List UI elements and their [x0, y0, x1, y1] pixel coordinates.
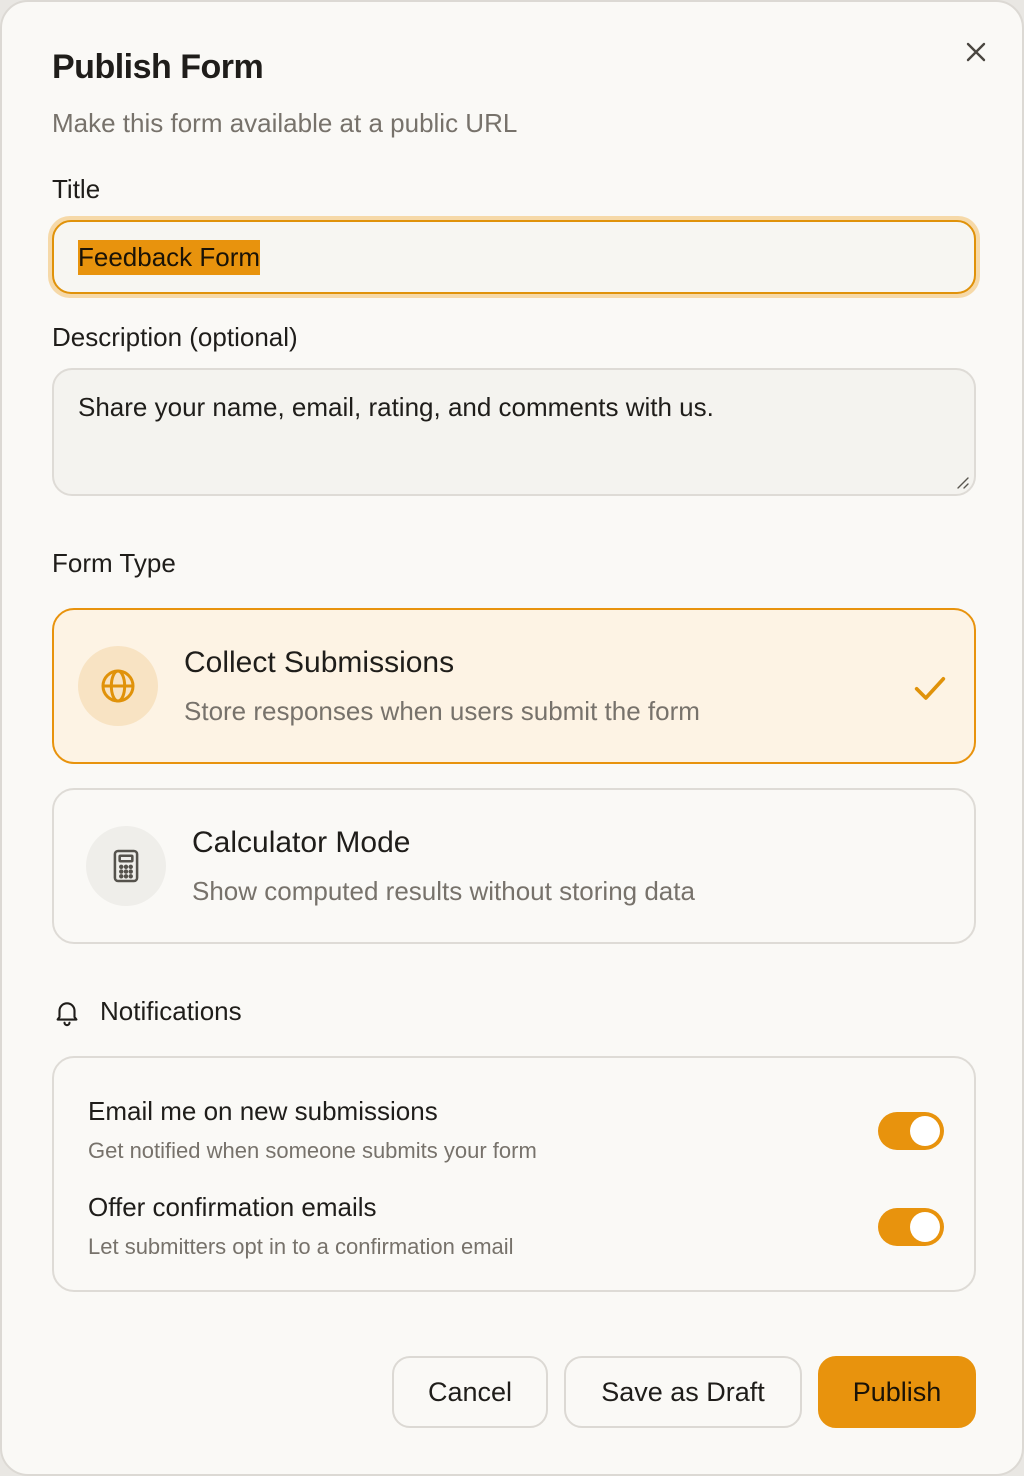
title-input[interactable]: [52, 220, 976, 294]
notifications-label: Notifications: [100, 996, 242, 1026]
notification-title: Email me on new submissions: [88, 1096, 438, 1126]
description-value: Share your name, email, rating, and comments with us.: [78, 392, 714, 422]
type-description: Show computed results without storing data: [192, 876, 695, 906]
publish-button[interactable]: Publish: [818, 1356, 976, 1428]
description-label: Description (optional): [52, 322, 298, 352]
confirmation-emails-toggle[interactable]: [878, 1208, 944, 1246]
notifications-header: [52, 996, 242, 1027]
notification-description: Get notified when someone submits your form: [88, 1138, 537, 1163]
close-icon: [964, 40, 988, 64]
title-input-focus-ring: [48, 216, 980, 298]
form-type-label: Form Type: [52, 548, 176, 578]
title-input-value: Feedback Form: [78, 240, 260, 275]
globe-icon: [98, 666, 138, 706]
notification-description: Let submitters opt in to a confirmation email: [88, 1234, 514, 1259]
save-draft-button[interactable]: Save as Draft: [564, 1356, 802, 1428]
calculator-icon: [107, 847, 145, 885]
notification-row-email-submissions: [88, 1096, 944, 1176]
notification-title: Offer confirmation emails: [88, 1192, 377, 1222]
type-name: Collect Submissions: [184, 646, 455, 679]
notifications-panel: [52, 1056, 976, 1292]
email-submissions-toggle[interactable]: [878, 1112, 944, 1150]
resize-handle-icon[interactable]: [954, 474, 970, 490]
type-icon-circle: [78, 646, 158, 726]
form-type-calculator-mode[interactable]: [52, 788, 976, 944]
notification-row-confirmation-emails: [88, 1192, 944, 1272]
type-name: Calculator Mode: [192, 826, 411, 859]
type-icon-circle: [86, 826, 166, 906]
cancel-button[interactable]: Cancel: [392, 1356, 548, 1428]
toggle-knob: [910, 1116, 940, 1146]
form-type-collect-submissions[interactable]: [52, 608, 976, 764]
description-textarea[interactable]: [52, 368, 976, 496]
title-label: Title: [52, 174, 101, 204]
type-description: Store responses when users submit the form: [184, 696, 700, 726]
toggle-knob: [910, 1212, 940, 1242]
bell-icon: [52, 997, 82, 1027]
dialog-title: Publish Form: [52, 48, 264, 86]
close-button[interactable]: [956, 32, 996, 72]
checkmark-icon: [910, 668, 950, 708]
dialog-subtitle: Make this form available at a public URL: [52, 108, 518, 138]
